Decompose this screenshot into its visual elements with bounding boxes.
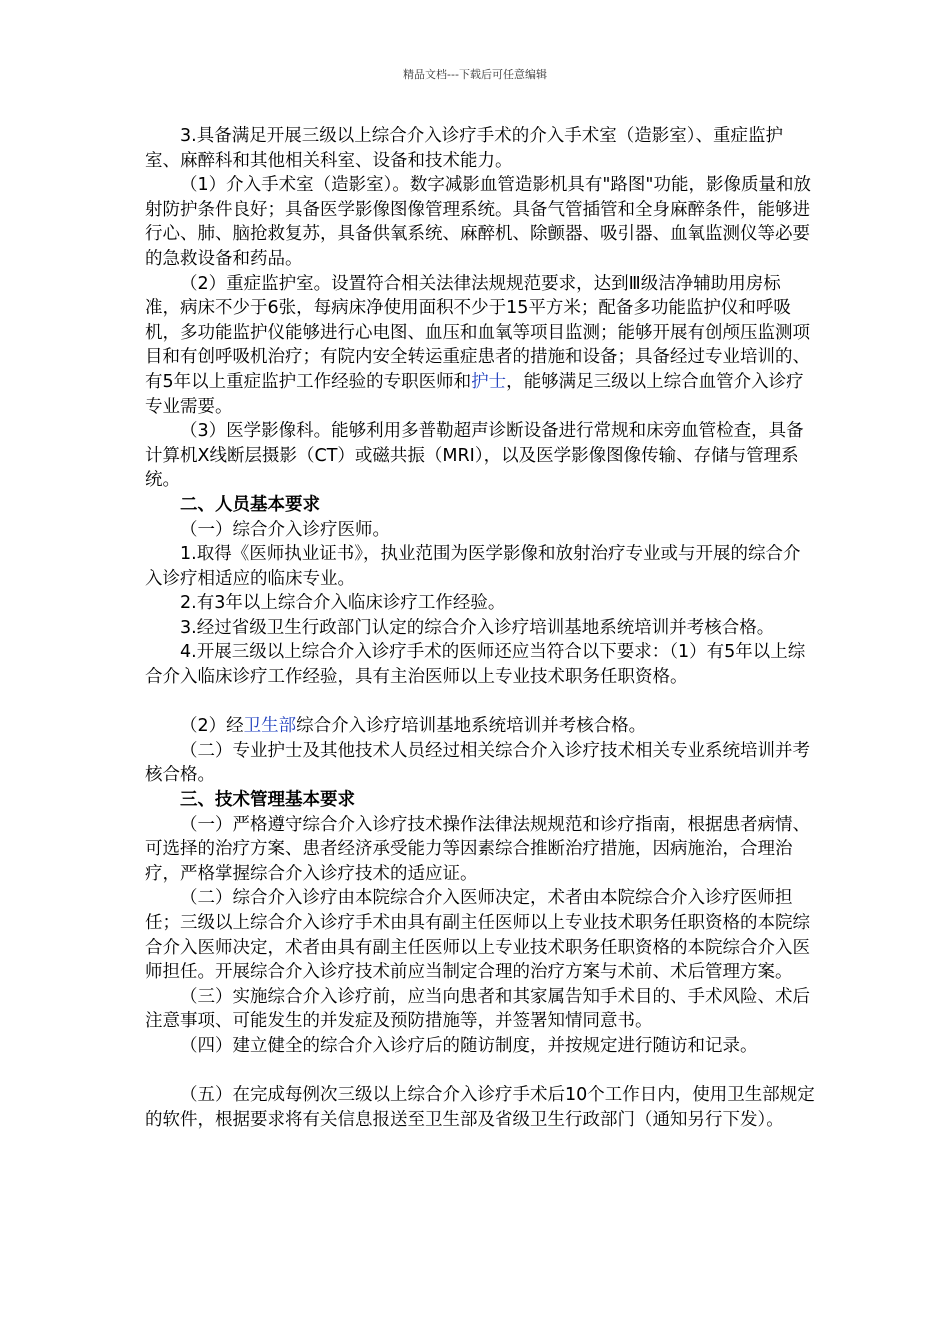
list-item-experience: 2.有3年以上综合介入临床诊疗工作经验。 — [180, 593, 506, 614]
subheading-nurses: （二）专业护士及其他技术人员经过相关综合介入诊疗技术相关专业系统培训并考核合格。 — [145, 740, 810, 786]
document-body — [145, 124, 815, 1132]
paragraph-facility-capability: 3.具备满足开展三级以上综合介入诊疗手术的介入手术室（造影室）、重症监护室、麻醉科和其他相关科室、设备和技术能力。 — [145, 126, 783, 171]
blank-line — [145, 690, 815, 715]
paragraph-imaging-dept: （3）医学影像科。能够利用多普勒超声诊断设备进行常规和床旁血管检查，具备计算机X线断层摄影（CT）或磁共振（MRI），以及医学影像图像传输、存储与管理系统。 — [145, 421, 804, 491]
section-heading-technical-management: 三、技术管理基本要求 — [180, 790, 355, 811]
page-header: 精品文档---下载后可任意编辑 — [403, 68, 547, 81]
blank-line — [145, 1059, 815, 1084]
list-item-ministry-text-before: （2）经 — [180, 716, 244, 737]
list-item-license: 1.取得《医师执业证书》，执业范围为医学影像和放射治疗专业或与开展的综合介入诊疗相适应的临床专业。 — [145, 544, 801, 589]
nurse-link[interactable]: 护士 — [471, 371, 507, 392]
list-item-ministry-text-after: 综合介入诊疗培训基地系统培训并考核合格。 — [296, 716, 647, 737]
paragraph-icu-text-after: ，能够满足三级以上综合血管介入诊疗专业需要。 — [145, 371, 804, 417]
paragraph-follow-up: （四）建立健全的综合介入诊疗后的随访制度，并按规定进行随访和记录。 — [180, 1035, 758, 1056]
paragraph-icu-text-before: （2）重症监护室。设置符合相关法律法规规范要求，达到Ⅲ级洁净辅助用房标准，病床不少于6张，每病床净使用面积不少于15平方米；配备多功能监护仪和呼吸机，多功能监护仪能够进行心电图、血压和血氧等项目监测；能够开展有创颅压监测项目和有创呼吸机治疗；有院内安全转运重症患者的措施和设备；具备经过专业培训的、有5年以上重症监护工作经验的专职医师和 — [145, 273, 810, 392]
paragraph-decision-authority: （二）综合介入诊疗由本院综合介入医师决定，术者由本院综合介入诊疗医师担任；三级以上综合介入诊疗手术由具有副主任医师以上专业技术职务任职资格的本院综合介入医师决定，术者由具有副主任医师以上专业技术职务任职资格的本院综合介入医师担任。开展综合介入诊疗技术前应当制定合理的治疗方案与术前、术后管理方案。 — [145, 888, 810, 983]
paragraph-intervention-room: （1）介入手术室（造影室）。数字减影血管造影机具有"路图"功能，影像质量和放射防护条件良好；具备医学影像图像管理系统。具备气管插管和全身麻醉条件，能够进行心、肺、脑抢救复苏，具备供氧系统、麻醉机、除颤器、吸引器、血氧监测仪等必要的急救设备和药品。 — [145, 175, 811, 269]
subheading-physicians: （一）综合介入诊疗医师。 — [180, 519, 390, 540]
list-item-level3-requirements: 4.开展三级以上综合介入诊疗手术的医师还应当符合以下要求：（1）有5年以上综合介入临床诊疗工作经验，具有主治医师以上专业技术职务任职资格。 — [145, 642, 806, 688]
list-item-ministry-training — [145, 714, 815, 739]
paragraph-reporting: （五）在完成每例次三级以上综合介入诊疗手术后10个工作日内，使用卫生部规定的软件，根据要求将有关信息报送至卫生部及省级卫生行政部门（通知另行下发）。 — [145, 1085, 815, 1130]
paragraph-guidelines: （一）严格遵守综合介入诊疗技术操作法律法规规范和诊疗指南，根据患者病情、可选择的治疗方案、患者经济承受能力等因素综合推断治疗措施，因病施治，合理治疗，严格掌握综合介入诊疗技术的适应证。 — [145, 814, 810, 884]
paragraph-informed-consent: （三）实施综合介入诊疗前，应当向患者和其家属告知手术目的、手术风险、术后注意事项、可能发生的并发症及预防措施等，并签署知情同意书。 — [145, 986, 810, 1032]
section-heading-personnel: 二、人员基本要求 — [180, 494, 320, 515]
list-item-training: 3.经过省级卫生行政部门认定的综合介入诊疗培训基地系统培训并考核合格。 — [180, 617, 775, 638]
ministry-of-health-link[interactable]: 卫生部 — [243, 716, 297, 737]
paragraph-icu — [145, 272, 815, 420]
